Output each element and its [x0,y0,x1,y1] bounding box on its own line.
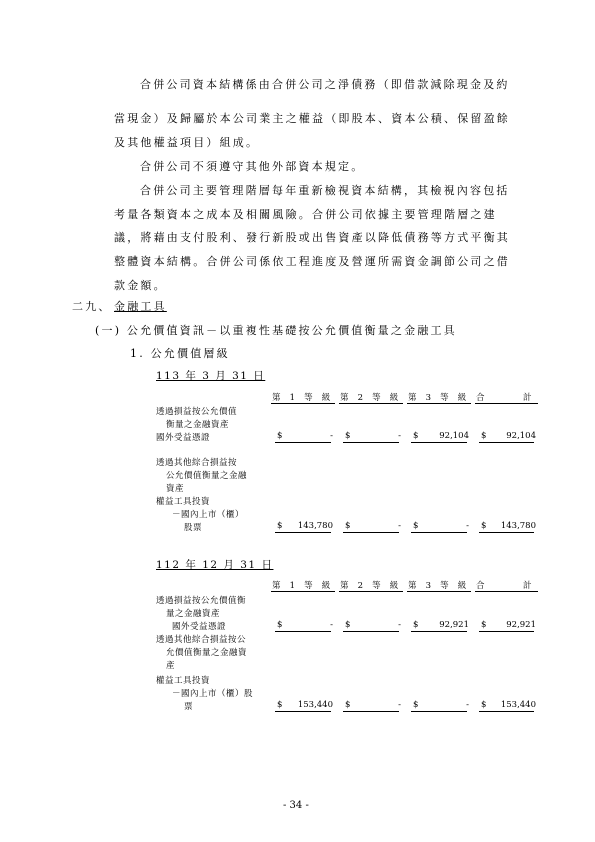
currency-sign: $ [481,521,487,531]
cell-value: 92,104 [506,431,536,441]
table1-date: 113 年 3 月 31 日 [156,370,266,382]
header-rule [271,403,335,404]
row-group-label: 透過其他綜合損益按公 [156,635,247,645]
row-group-label: 資產 [166,484,185,494]
paragraph-line: 款金額。 [114,279,167,292]
header-rule [339,403,403,404]
table-cell [479,431,538,443]
paragraph-line: 整體資本結構。合併公司係依工程進度及營運所需資金調節公司之借 [114,255,510,268]
row-label: －國內上市（櫃）股 [172,689,254,699]
col-header-total-a: 合 [476,393,488,403]
section-number: 二九、 [72,300,112,313]
table-cell [275,700,335,712]
col-header-total-b: 計 [523,581,535,591]
currency-sign: $ [413,700,419,710]
cell-value: 153,440 [297,700,333,710]
currency-sign: $ [345,521,351,531]
header-rule [339,591,403,592]
currency-sign: $ [277,431,283,441]
header-rule [407,591,471,592]
header-rule [475,591,538,592]
table-cell [343,431,403,443]
cell-value: 92,921 [439,620,469,630]
row-label: 權益工具投資 [156,676,211,686]
row-group-label: 量之金融資產 [166,609,221,619]
table-cell [411,431,471,443]
table-cell [343,620,403,632]
row-group-label: 允價值衡量之金融資 [166,648,248,658]
cell-value: - [466,700,469,710]
currency-sign: $ [345,700,351,710]
cell-value: 143,780 [500,521,536,531]
cell-value: 92,104 [439,431,469,441]
currency-sign: $ [413,521,419,531]
row-group-label: 透過損益按公允價值衡 [156,596,247,606]
col-header-total-b: 計 [523,393,535,403]
paragraph-line: 及其他權益項目）組成。 [114,136,260,149]
row-label: 股票 [184,523,203,533]
row-group-label: 公允價值衡量之金融 [166,471,248,481]
cell-value: 92,921 [506,620,536,630]
header-rule [407,403,471,404]
col-header-level2: 第 2 等 級 [340,393,402,403]
page-number: - 34 - [283,800,309,811]
currency-sign: $ [481,431,487,441]
row-group-label: 產 [166,661,176,671]
row-group-label: 透過損益按公允價值 [156,407,238,417]
table-cell [479,620,538,632]
currency-sign: $ [345,431,351,441]
currency-sign: $ [345,620,351,630]
cell-value: - [398,521,401,531]
cell-value: - [466,521,469,531]
paragraph-line: 合併公司不須遵守其他外部資本規定。 [140,160,365,173]
row-group-label: 透過其他綜合損益按 [156,458,238,468]
table-cell [343,700,403,712]
table-cell [411,521,471,533]
currency-sign: $ [481,620,487,630]
paragraph-line: 考量各類資本之成本及相關風險。合併公司依據主要管理階層之建 [114,208,497,221]
row-label: 權益工具投資 [156,497,211,507]
row-label: －國內上市（櫃） [172,510,245,520]
table-cell [479,700,538,712]
paragraph-line: 合併公司主要管理階層每年重新檢視資本結構，其檢視內容包括 [140,184,510,197]
header-rule [271,591,335,592]
currency-sign: $ [277,620,283,630]
table-cell [479,521,538,533]
col-header-level2: 第 2 等 級 [340,581,402,591]
col-header-level1: 第 1 等 級 [272,581,334,591]
row-label: 國外受益憑證 [156,433,211,443]
table2-date: 112 年 12 月 31 日 [156,559,274,571]
col-header-total-a: 合 [476,581,488,591]
section-title: 金融工具 [114,300,167,313]
paragraph-line: 合併公司資本結構係由合併公司之淨債務（即借款減除現金及約 [140,78,510,91]
paragraph-line: 議，將藉由支付股利、發行新股或出售資產以降低債務等方式平衡其 [114,231,510,244]
currency-sign: $ [481,700,487,710]
row-group-label: 衡量之金融資產 [166,420,230,430]
paragraph-line: 當現金）及歸屬於本公司業主之權益（即股本、資本公積、保留盈餘 [114,112,510,125]
currency-sign: $ [277,521,283,531]
table-cell [275,620,335,632]
currency-sign: $ [413,620,419,630]
currency-sign: $ [277,700,283,710]
cell-value: - [398,431,401,441]
table-cell [411,700,471,712]
table-cell [275,431,335,443]
col-header-level1: 第 1 等 級 [272,393,334,403]
cell-value: - [330,620,333,630]
row-label: 票 [184,702,194,712]
col-header-level3: 第 3 等 級 [408,581,470,591]
currency-sign: $ [413,431,419,441]
header-rule [475,403,538,404]
col-header-level3: 第 3 等 級 [408,393,470,403]
cell-value: - [330,431,333,441]
table-cell [275,521,335,533]
row-label: 國外受益憑證 [172,622,227,632]
cell-value: - [398,620,401,630]
item-title: 1. 公允價值層級 [130,347,230,360]
subsection-title: (一) 公允價值資訊－以重複性基礎按公允價值衡量之金融工具 [95,324,457,337]
cell-value: 143,780 [297,521,333,531]
table-cell [411,620,471,632]
cell-value: - [398,700,401,710]
table-cell [343,521,403,533]
cell-value: 153,440 [500,700,536,710]
